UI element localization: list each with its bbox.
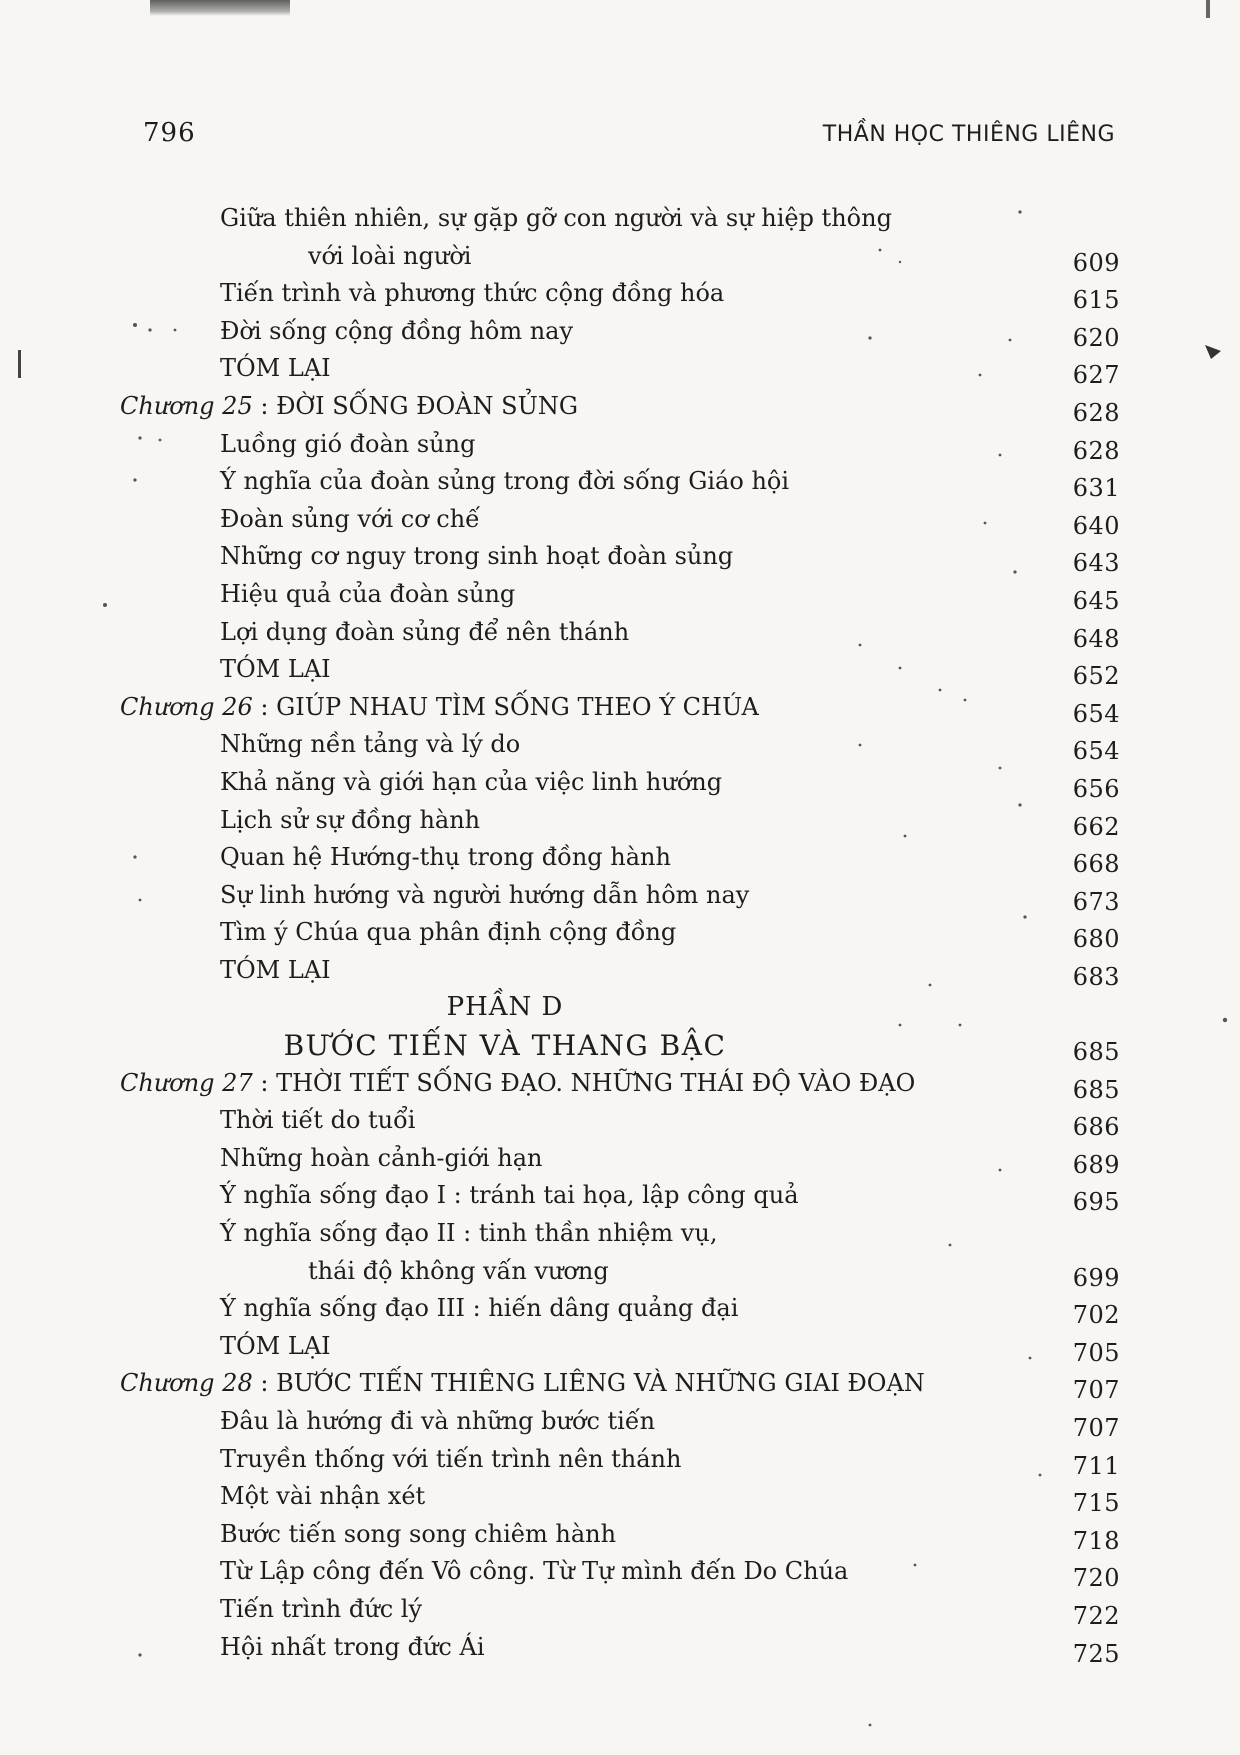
toc-entry-title: Ý nghĩa sống đạo III : hiến dâng quảng đại <box>220 1294 739 1323</box>
toc-entry-row <box>0 463 1240 501</box>
toc-page-number: 631 <box>1072 474 1120 503</box>
toc-entry-title: Đời sống cộng đồng hôm nay <box>220 316 574 345</box>
toc-entry-title: TÓM LẠI <box>220 955 331 984</box>
toc-entry-title: Ý nghĩa sống đạo II : tinh thần nhiệm vụ, <box>220 1219 718 1248</box>
toc-page-number: 707 <box>1072 1414 1120 1442</box>
toc-entry-row <box>0 1328 1240 1366</box>
toc-chapter-title <box>120 1365 925 1403</box>
toc-entry-title: Hội nhất trong đức Ái <box>220 1632 485 1661</box>
toc-chapter-row <box>0 388 1240 426</box>
toc-entry-row <box>0 1177 1240 1215</box>
toc-page-number: 673 <box>1072 887 1120 916</box>
toc-page-number: 662 <box>1072 812 1120 841</box>
toc-entry-title: Lợi dụng đoàn sủng để nên thánh <box>220 617 630 646</box>
toc-page-number: 720 <box>1072 1564 1120 1593</box>
toc-page-number: 656 <box>1072 774 1120 803</box>
toc-chapter-text: : BƯỚC TIẾN THIÊNG LIÊNG VÀ NHỮNG GIAI ĐOẠN <box>252 1369 925 1398</box>
toc-page-number: 725 <box>1072 1639 1120 1668</box>
toc-entry-title: với loài người <box>308 241 472 270</box>
toc-page-number: 707 <box>1072 1376 1120 1405</box>
toc-chapter-title <box>120 388 578 426</box>
page-number: 796 <box>143 118 196 148</box>
toc-entry-row <box>0 952 1240 990</box>
toc-page-number: 627 <box>1072 361 1120 390</box>
toc-entry-row <box>0 1215 1240 1253</box>
toc-entry-row <box>0 275 1240 313</box>
toc-entry-title: Tiến trình và phương thức cộng đồng hóa <box>220 279 725 308</box>
toc-chapter-label: Chương 25 <box>120 391 253 420</box>
scan-shadow <box>150 0 290 16</box>
toc-entry-row <box>0 1102 1240 1140</box>
toc-page-number: 718 <box>1072 1526 1120 1555</box>
toc-page-number: 643 <box>1072 549 1120 578</box>
toc-chapter-row <box>0 1065 1240 1103</box>
toc-entry-row <box>0 877 1240 915</box>
toc-entry-title: Tiến trình đức lý <box>220 1594 422 1623</box>
toc-chapter-label: Chương 27 <box>120 1068 253 1097</box>
toc-entry-title: Những nền tảng và lý do <box>220 730 521 759</box>
toc-entry-title: Hiệu quả của đoàn sủng <box>220 579 516 608</box>
toc-entry-row <box>0 200 1240 238</box>
toc-entry-title: TÓM LẠI <box>220 1331 331 1360</box>
toc-page-number: 699 <box>1072 1263 1120 1292</box>
toc-part-row <box>0 1027 1240 1065</box>
toc-page-number: 645 <box>1072 586 1120 615</box>
toc-page-number: 615 <box>1072 286 1120 315</box>
toc-page-number: 689 <box>1072 1150 1120 1179</box>
toc-page-number: 680 <box>1072 925 1120 954</box>
toc-entry-title: Bước tiến song song chiêm hành <box>220 1519 617 1548</box>
toc-entry-row <box>0 651 1240 689</box>
toc-page-number: 685 <box>1072 1075 1120 1104</box>
toc-entry-row <box>0 576 1240 614</box>
toc-entry-title: Những hoàn cảnh-giới hạn <box>220 1143 543 1172</box>
toc-page-number: 640 <box>1072 511 1120 540</box>
toc-entry-row <box>0 1403 1240 1441</box>
toc-entry-title: Luồng gió đoàn sủng <box>220 429 476 458</box>
toc-entry-title: Tìm ý Chúa qua phân định cộng đồng <box>220 918 677 947</box>
toc-chapter-row <box>0 689 1240 727</box>
toc-chapter-text: : GIÚP NHAU TÌM SỐNG THEO Ý CHÚA <box>252 692 759 721</box>
toc-page-number: 609 <box>1072 248 1120 277</box>
toc-entry-title: Một vài nhận xét <box>220 1482 426 1511</box>
toc-entry-title: Thời tiết do tuổi <box>220 1106 416 1135</box>
toc-page-number: 652 <box>1072 662 1120 691</box>
toc-page-number: 686 <box>1072 1113 1120 1142</box>
toc-entry-row <box>0 1253 1240 1291</box>
toc-entry-title: TÓM LẠI <box>220 655 331 684</box>
toc-chapter-title <box>120 689 759 727</box>
toc-chapter-label: Chương 26 <box>120 692 253 721</box>
toc-entry-title: Từ Lập công đến Vô công. Từ Tự mình đến Do Chúa <box>220 1557 849 1586</box>
toc-entry-title: Truyền thống với tiến trình nên thánh <box>220 1444 682 1473</box>
toc-page-number: 620 <box>1072 323 1120 352</box>
toc-page-number: 628 <box>1072 436 1120 465</box>
toc-entry-title: Những cơ nguy trong sinh hoạt đoàn sủng <box>220 542 734 571</box>
toc-chapter-text: : THỜI TIẾT SỐNG ĐẠO. NHỮNG THÁI ĐỘ VÀO ĐẠO <box>252 1068 916 1097</box>
toc-entry-row <box>0 1553 1240 1591</box>
toc-page-number: 654 <box>1072 737 1120 766</box>
toc-part-title: PHẦN D <box>446 992 564 1023</box>
toc-entry-row <box>0 764 1240 802</box>
toc-entry-row <box>0 238 1240 276</box>
toc-entry-row <box>0 614 1240 652</box>
toc-chapter-row <box>0 1365 1240 1403</box>
running-title: THẦN HỌC THIÊNG LIÊNG <box>822 122 1115 147</box>
toc-entry-title: Lịch sử sự đồng hành <box>220 805 481 834</box>
toc-chapter-label: Chương 28 <box>120 1369 253 1398</box>
table-of-contents <box>0 200 1240 1666</box>
toc-page-number: 628 <box>1072 398 1120 427</box>
toc-page-number: 695 <box>1072 1188 1120 1217</box>
toc-entry-row <box>0 914 1240 952</box>
toc-entry-row <box>0 1140 1240 1178</box>
toc-entry-title: Ý nghĩa của đoàn sủng trong đời sống Giáo hội <box>220 467 790 496</box>
toc-entry-row <box>0 1290 1240 1328</box>
toc-page-number: 705 <box>1072 1338 1120 1367</box>
toc-page-number: 683 <box>1072 962 1120 991</box>
toc-chapter-text: : ĐỜI SỐNG ĐOÀN SỦNG <box>252 391 578 420</box>
toc-chapter-title <box>120 1065 915 1103</box>
toc-entry-row <box>0 1629 1240 1667</box>
toc-entry-title: Giữa thiên nhiên, sự gặp gỡ con người và sự hiệp thông <box>220 204 892 232</box>
toc-entry-row <box>0 1591 1240 1629</box>
toc-page-number: 685 <box>1072 1038 1120 1067</box>
toc-page-number: 668 <box>1072 850 1120 879</box>
toc-entry-title: Đoàn sủng với cơ chế <box>220 504 480 533</box>
toc-entry-title: thái độ không vấn vương <box>308 1256 609 1285</box>
toc-entry-row <box>0 350 1240 388</box>
toc-entry-row <box>0 1441 1240 1479</box>
toc-entry-title: Khả năng và giới hạn của việc linh hướng <box>220 767 723 796</box>
toc-page-number: 711 <box>1072 1451 1120 1480</box>
toc-entry-row <box>0 802 1240 840</box>
toc-entry-title: Quan hệ Hướng-thụ trong đồng hành <box>220 843 671 872</box>
toc-entry-title: Ý nghĩa sống đạo I : tránh tai họa, lập công quả <box>220 1181 799 1210</box>
toc-part-title: BƯỚC TIẾN VÀ THANG BẬC <box>283 1029 727 1063</box>
toc-entry-row <box>0 538 1240 576</box>
toc-entry-title: Đâu là hướng đi và những bước tiến <box>220 1407 656 1435</box>
toc-page-number: 702 <box>1072 1301 1120 1330</box>
toc-entry-title: Sự linh hướng và người hướng dẫn hôm nay <box>220 880 750 909</box>
toc-entry-row <box>0 426 1240 464</box>
toc-page-number: 722 <box>1072 1601 1120 1630</box>
toc-page-number: 648 <box>1072 624 1120 653</box>
toc-page-number: 715 <box>1072 1489 1120 1518</box>
toc-entry-row <box>0 726 1240 764</box>
page-header <box>143 118 1115 158</box>
toc-page-number: 654 <box>1072 699 1120 728</box>
toc-entry-row <box>0 1478 1240 1516</box>
toc-entry-row <box>0 839 1240 877</box>
toc-entry-title: TÓM LẠI <box>220 354 331 383</box>
toc-entry-row <box>0 501 1240 539</box>
toc-entry-row <box>0 1516 1240 1554</box>
toc-entry-row <box>0 313 1240 351</box>
toc-part-row <box>0 989 1240 1027</box>
